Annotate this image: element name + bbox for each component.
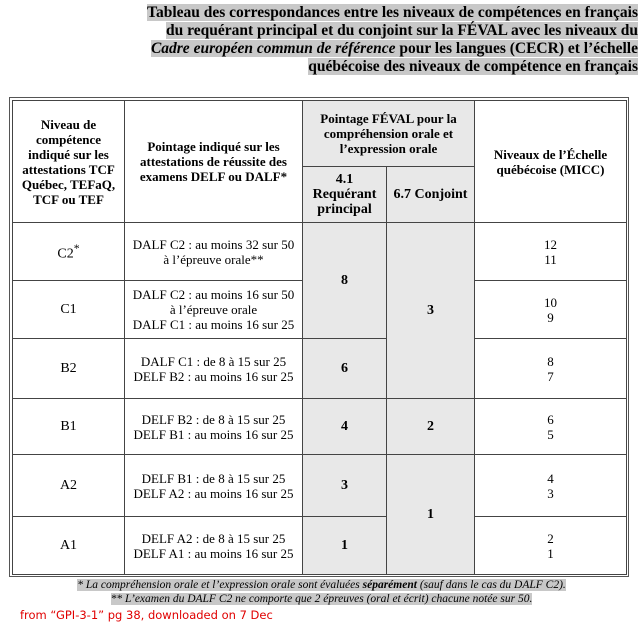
title-line-2: du requérant principal et du conjoint sur la FÉVAL avec les niveaux du	[166, 22, 638, 39]
title-line-3-rest: pour les langues (CECR) et l’échelle	[395, 40, 638, 57]
header-level: Niveau de compétence indiqué sur les attestations TCF Québec, TEFaQ, TCF ou TEF	[13, 101, 125, 223]
table-row	[13, 399, 627, 455]
feval-principal-cell: 4	[303, 399, 387, 455]
header-delf-dalf: Pointage indiqué sur les attestations de réussite des examens DELF ou DALF*	[125, 101, 303, 223]
feval-conjoint-cell: 1	[387, 455, 475, 575]
table-row	[13, 223, 627, 281]
delf-cell: DELF A2 : de 8 à 15 sur 25 DELF A1 : au moins 16 sur 25	[125, 517, 303, 575]
feval-conjoint-cell: 3	[387, 223, 475, 399]
title-line-3-italic: Cadre européen commun de référence	[150, 40, 396, 57]
micc-cell: 12 11	[475, 223, 627, 281]
micc-cell: 10 9	[475, 281, 627, 339]
level-cell: A1	[13, 517, 125, 575]
feval-principal-cell: 6	[303, 339, 387, 399]
level-cell: B1	[13, 399, 125, 455]
micc-cell: 2 1	[475, 517, 627, 575]
micc-cell: 8 7	[475, 339, 627, 399]
footnotes	[0, 578, 643, 606]
title-line-1: Tableau des correspondances entre les niveaux de compétences en français	[147, 4, 638, 21]
level-cell: C2*	[13, 223, 125, 281]
feval-principal-cell: 1	[303, 517, 387, 575]
header-micc: Niveaux de l’Échelle québécoise (MICC)	[475, 101, 627, 223]
level-cell: C1	[13, 281, 125, 339]
table-row	[13, 339, 627, 399]
correspondence-table	[12, 100, 627, 575]
feval-conjoint-cell: 2	[387, 399, 475, 455]
footnote-2: ** L’examen du DALF C2 ne comporte que 2 épreuves (oral et écrit) chacune notée sur 50.	[110, 593, 533, 605]
delf-cell: DALF C1 : de 8 à 15 sur 25 DELF B2 : au moins 16 sur 25	[125, 339, 303, 399]
footnote-1: * La compréhension orale et l’expression orale sont évaluées séparément (sauf dans le cas du DALF C2).	[77, 579, 566, 591]
level-cell: A2	[13, 455, 125, 517]
delf-cell: DALF C2 : au moins 32 sur 50 à l’épreuve orale**	[125, 223, 303, 281]
delf-cell: DALF C2 : au moins 16 sur 50 à l’épreuve orale DALF C1 : au moins 16 sur 25	[125, 281, 303, 339]
delf-cell: DELF B1 : de 8 à 15 sur 25 DELF A2 : au moins 16 sur 25	[125, 455, 303, 517]
header-principal: 4.1 Requérant principal	[303, 167, 387, 223]
feval-principal-cell: 8	[303, 223, 387, 339]
table-row	[13, 517, 627, 575]
micc-cell: 4 3	[475, 455, 627, 517]
document-title	[88, 4, 638, 76]
source-note: from “GPI-3-1” pg 38, downloaded on 7 Dec	[20, 608, 273, 622]
level-cell: B2	[13, 339, 125, 399]
feval-principal-cell: 3	[303, 455, 387, 517]
delf-cell: DELF B2 : de 8 à 15 sur 25 DELF B1 : au moins 16 sur 25	[125, 399, 303, 455]
header-feval: Pointage FÉVAL pour la compréhension orale et l’expression orale	[303, 101, 475, 167]
micc-cell: 6 5	[475, 399, 627, 455]
header-conjoint: 6.7 Conjoint	[387, 167, 475, 223]
title-line-4: québécoise des niveaux de compétence en français	[308, 58, 638, 75]
table-row	[13, 455, 627, 517]
